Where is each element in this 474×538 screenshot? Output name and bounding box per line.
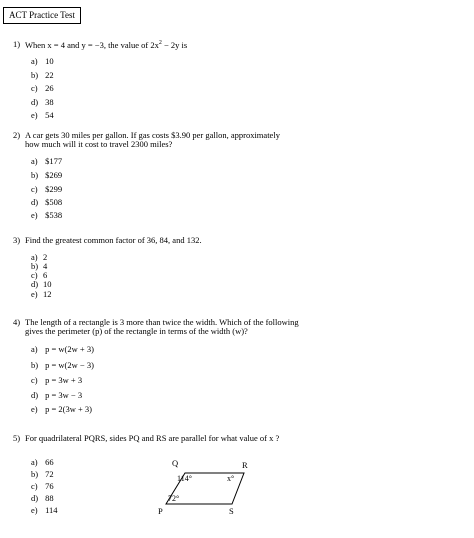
answer-option[interactable]	[31, 84, 54, 93]
option-letter: b)	[31, 261, 39, 271]
answer-option[interactable]	[31, 482, 54, 491]
option-letter: e)	[31, 289, 38, 299]
option-value: 76	[45, 481, 54, 491]
vertex-label-q: Q	[172, 458, 179, 468]
answer-option[interactable]	[31, 470, 54, 479]
answer-option[interactable]	[31, 290, 52, 299]
answer-option[interactable]	[31, 198, 62, 207]
question-text-line: gives the perimeter (p) of the rectangle in terms of the width (w)?	[25, 326, 248, 336]
vertex-label-s: S	[229, 506, 234, 516]
answer-option[interactable]	[31, 494, 54, 503]
option-value: 4	[43, 261, 48, 271]
answer-option[interactable]	[31, 376, 82, 385]
answer-option[interactable]	[31, 280, 52, 289]
option-letter: b)	[31, 70, 39, 80]
page-title: ACT Practice Test	[3, 7, 81, 24]
question-text-line: A car gets 30 miles per gallon. If gas costs $3.90 per gallon, approximately	[25, 130, 280, 140]
option-value: $299	[45, 184, 63, 194]
question-number: 3)	[13, 235, 21, 245]
option-letter: b)	[31, 469, 39, 479]
answer-option[interactable]	[31, 57, 54, 66]
option-value: $269	[45, 170, 63, 180]
option-letter: c)	[31, 184, 38, 194]
option-value: 10	[43, 279, 52, 289]
question-text	[25, 40, 187, 50]
question-number: 5)	[13, 433, 21, 443]
question-text: For quadrilateral PQRS, sides PQ and RS are parallel for what value of x ?	[25, 433, 280, 443]
answer-option[interactable]	[31, 405, 92, 414]
question-number: 1)	[13, 39, 21, 49]
answer-option[interactable]	[31, 211, 62, 220]
angle-label-p: 72°	[168, 494, 180, 503]
angle-label-r: x°	[227, 474, 235, 483]
option-value: p = w(2w − 3)	[45, 360, 94, 370]
option-letter: a)	[31, 344, 38, 354]
option-value: 114	[45, 505, 58, 515]
option-letter: d)	[31, 390, 39, 400]
option-letter: a)	[31, 457, 38, 467]
option-letter: c)	[31, 375, 38, 385]
option-value: 72	[45, 469, 54, 479]
vertex-label-r: R	[242, 460, 248, 470]
option-letter: e)	[31, 404, 38, 414]
option-value: 88	[45, 493, 54, 503]
option-value: 12	[43, 289, 52, 299]
option-letter: e)	[31, 505, 38, 515]
question-text-part: − 2y is	[161, 40, 188, 50]
option-value: $177	[45, 156, 63, 166]
question-text-part: When x = 4 and y = −3, the value of 2x	[25, 40, 159, 50]
answer-option[interactable]	[31, 458, 54, 467]
answer-option[interactable]	[31, 345, 94, 354]
quadrilateral-pqrs-shape	[166, 473, 244, 504]
option-value: 54	[45, 110, 54, 120]
option-letter: d)	[31, 97, 39, 107]
option-letter: a)	[31, 252, 38, 262]
question-text-line: how much will it cost to travel 2300 miles?	[25, 139, 173, 149]
answer-option[interactable]	[31, 391, 82, 400]
option-value: 2	[43, 252, 48, 262]
vertex-label-p: P	[158, 506, 163, 516]
exponent: 2	[158, 40, 162, 46]
option-value: p = 3w + 3	[45, 375, 83, 385]
option-letter: c)	[31, 270, 38, 280]
option-letter: b)	[31, 170, 39, 180]
question-number: 2)	[13, 130, 21, 140]
option-letter: e)	[31, 210, 38, 220]
option-letter: c)	[31, 481, 38, 491]
option-letter: d)	[31, 197, 39, 207]
option-value: 22	[45, 70, 54, 80]
answer-option[interactable]	[31, 171, 62, 180]
answer-option[interactable]	[31, 361, 94, 370]
question-text: Find the greatest common factor of 36, 84, and 132.	[25, 235, 202, 245]
question-text-line: The length of a rectangle is 3 more than twice the width. Which of the following	[25, 317, 299, 327]
angle-label-q: 114°	[177, 474, 192, 483]
answer-option[interactable]	[31, 98, 54, 107]
option-letter: b)	[31, 360, 39, 370]
option-value: $508	[45, 197, 63, 207]
option-value: 26	[45, 83, 54, 93]
option-value: 38	[45, 97, 54, 107]
answer-option[interactable]	[31, 157, 62, 166]
option-letter: a)	[31, 56, 38, 66]
option-value: p = w(2w + 3)	[45, 344, 94, 354]
option-letter: a)	[31, 156, 38, 166]
option-letter: c)	[31, 83, 38, 93]
answer-option[interactable]	[31, 185, 62, 194]
option-value: p = 2(3w + 3)	[45, 404, 93, 414]
option-value: 6	[43, 270, 48, 280]
answer-option[interactable]	[31, 71, 54, 80]
answer-option[interactable]	[31, 506, 58, 515]
option-letter: d)	[31, 279, 39, 289]
option-value: 10	[45, 56, 54, 66]
option-value: p = 3w − 3	[45, 390, 83, 400]
question-number: 4)	[13, 317, 21, 327]
option-letter: e)	[31, 110, 38, 120]
option-value: $538	[45, 210, 63, 220]
answer-option[interactable]	[31, 111, 54, 120]
option-value: 66	[45, 457, 54, 467]
option-letter: d)	[31, 493, 39, 503]
